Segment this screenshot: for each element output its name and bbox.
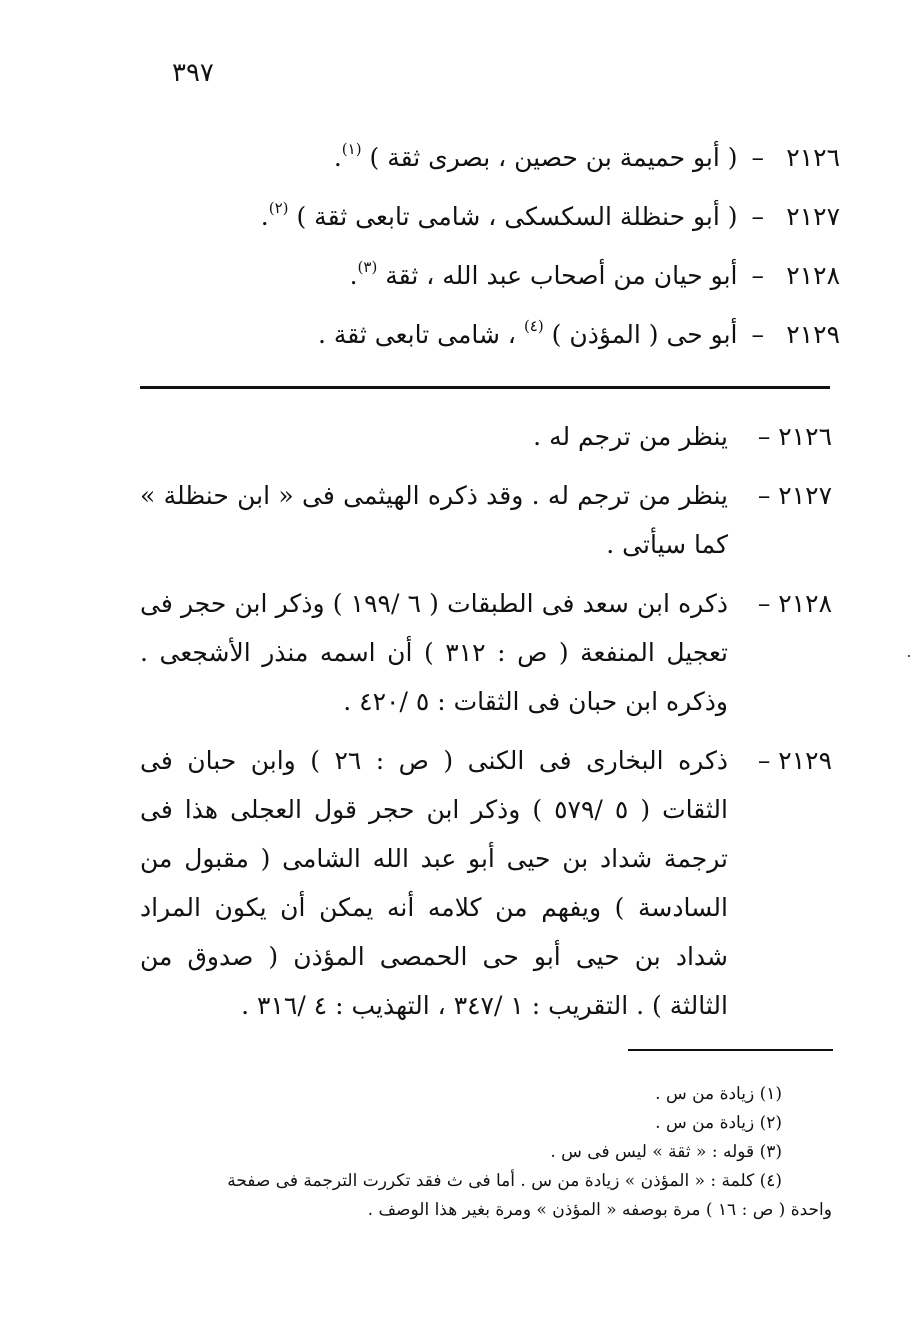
footnote-3: (٣) قوله : « ثقة » ليس فى س . [550,1142,782,1162]
footnote-1: (١) زيادة من س . [655,1084,782,1104]
footnote-ref: (٢) [268,198,289,217]
entry-2128 [140,246,840,305]
entry-text-pre: أبو حى ( المؤذن ) [551,319,738,349]
note-text: ذكره ابن سعد فى الطبقات ( ٦ /١٩٩ ) وذكر ابن حجر فى تعجيل المنفعة ( ص : ٣١٢ ) أن اسمه منذر الأشجعى . وذكره ابن حبان فى الثقات : ٥ /٤٢٠ . [140,589,729,716]
footnote-4-continued: واحدة ( ص : ١٦ ) مرة بوصفه « المؤذن » ومرة بغير هذا الوصف . [367,1200,832,1220]
note-text: ذكره البخارى فى الكنى ( ص : ٢٦ ) وابن حبان فى الثقات ( ٥ /٥٧٩ ) وذكر ابن حجر قول العجلى هذا فى ترجمة شداد بن حيى أبو عبد الله الشامى ( مقبول من السادسة ) ويفهم من كلامه أنه يمكن أن يكون المراد شداد بن حيى أبو حى الحمصى المؤذن ( صدوق من الثالثة ) . التقريب : ١ /٣٤٧ ، التهذيب : ٤ /٣١٦ . [140,746,729,1020]
entry-text: ( أبو حميمة بن حصين ، بصرى ثقة ) [369,142,738,172]
note-label: ٢١٢٨ – [757,589,832,618]
notes-list [140,412,832,1040]
footnotes [140,1080,832,1225]
note-text: ينظر من ترجم له . [533,422,728,451]
entry-2129 [140,305,840,364]
entry-text: ، شامى تابعى ثقة . [317,319,516,349]
footnote-2: (٢) زيادة من س . [655,1113,782,1133]
note-2128 [140,579,832,726]
footnote-ref: (٣) [357,257,378,276]
entry-number: ٢١٢٨ [786,260,840,290]
entry-text: أبو حيان من أصحاب عبد الله ، ثقة [385,260,738,290]
entry-number: ٢١٢٦ [786,142,840,172]
footnote-4: (٤) كلمة : « المؤذن » زيادة من س . أما فى ث فقد تكررت الترجمة فى صفحة [227,1171,782,1191]
note-text: ينظر من ترجم له . وقد ذكره الهيثمى فى « ابن حنظلة » كما سيأتى . [140,481,728,559]
footnote-ref: (٤) [523,316,544,335]
entry-end: . [260,201,269,231]
section-divider [140,386,830,389]
entry-end: . [333,142,342,172]
footnote-ref: (١) [341,139,362,158]
entry-number: ٢١٢٧ [786,201,840,231]
note-label: ٢١٢٧ – [757,481,832,510]
entry-dash: – [751,319,764,349]
entry-2126 [140,128,840,187]
note-label: ٢١٢٩ – [757,746,832,775]
scan-speck [908,655,910,657]
entry-list [140,128,840,364]
entry-dash: – [751,142,764,172]
entry-text: ( أبو حنظلة السكسكى ، شامى تابعى ثقة ) [296,201,738,231]
note-label: ٢١٢٦ – [757,422,832,451]
entry-2127 [140,187,840,246]
note-2126 [140,412,832,461]
entry-number: ٢١٢٩ [786,319,840,349]
note-2127 [140,471,832,569]
page-number: ٣٩٧ [172,58,214,88]
entry-dash: – [751,260,764,290]
entry-end: . [349,260,358,290]
footnote-rule [628,1049,833,1051]
entry-dash: – [751,201,764,231]
note-2129 [140,736,832,1030]
